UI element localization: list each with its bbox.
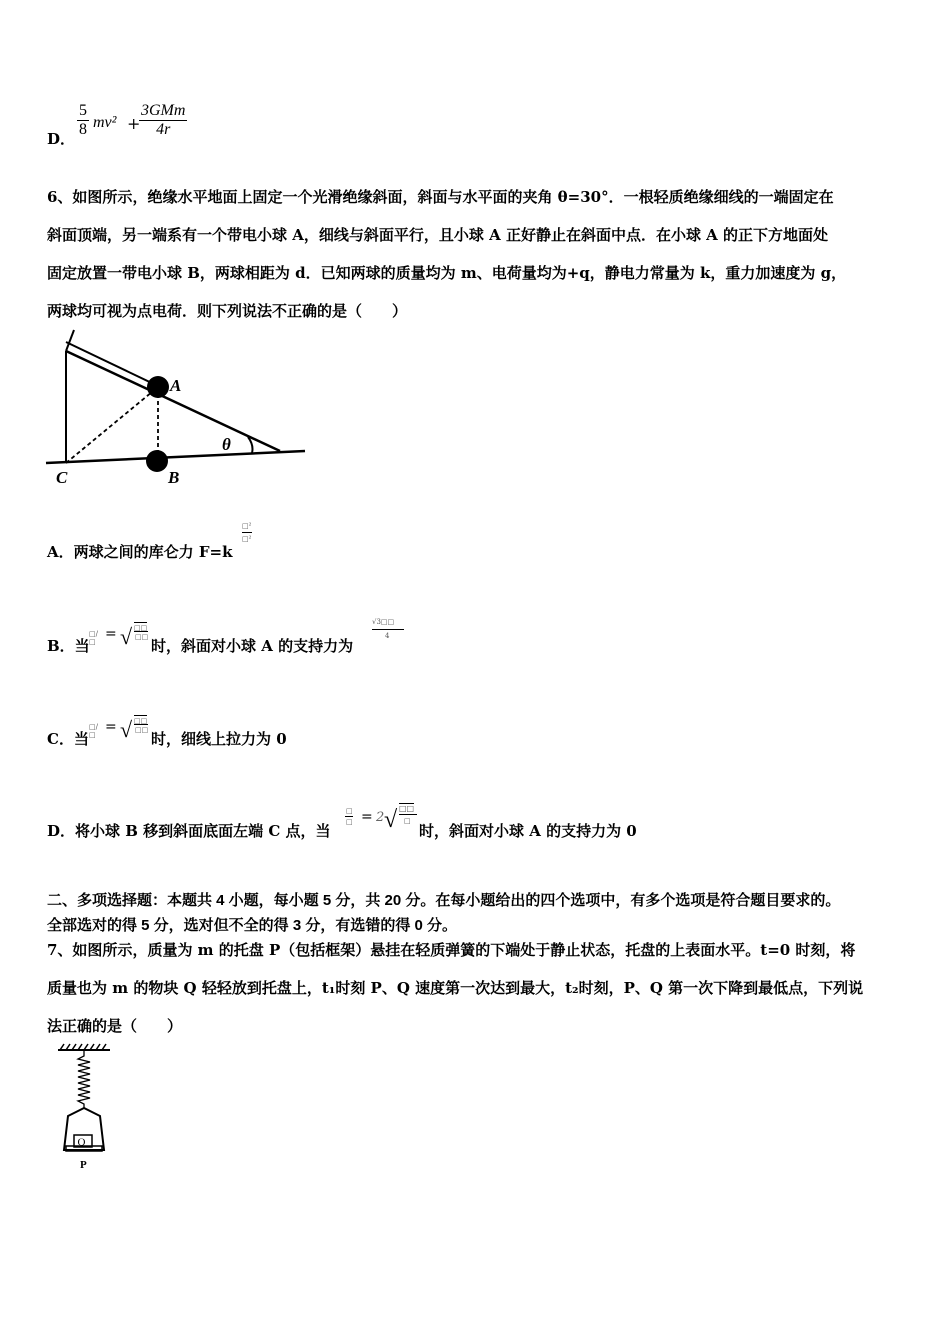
section2-line-2: 全部选对的得 5 分，选对但不全的得 3 分，有选错的得 0 分。 (47, 917, 458, 934)
q7-figure (50, 1040, 120, 1175)
q6-option-b-ans-num: √3□□ (372, 618, 395, 626)
q6-option-b-sqrt-num: □□ (134, 624, 148, 632)
q6-line-4: 两球均可视为点电荷．则下列说法不正确的是（ ） (47, 302, 408, 320)
q6-option-c-sqrt-den: □□ (135, 726, 149, 734)
q6-option-c-sqrt-bar (134, 724, 148, 725)
q6-option-b-mid: 时，斜面对小球 A 的支持力为 (151, 637, 354, 655)
q6-option-d (47, 797, 667, 842)
q6-option-a-sub: □² (242, 535, 252, 543)
q6-option-a-sup: □² (242, 522, 252, 530)
section2-line-1: 二、多项选择题：本题共 4 小题，每小题 5 分，共 20 分。在每小题给出的四个选项中，有多个选项是符合题目要求的。 (47, 892, 841, 909)
q6-option-b-prefix: B．当 (47, 637, 90, 655)
incline-top-edge (66, 330, 74, 351)
q6-option-a-bar (242, 532, 252, 533)
q6-option-b-radical: √ (120, 624, 133, 649)
q6-option-d-coef: 2 (376, 810, 385, 825)
q6-line-1: 6、如图所示，绝缘水平地面上固定一个光滑绝缘斜面，斜面与水平面的夹角 θ=30°．一根轻质绝缘细线的一端固定在 (47, 188, 834, 206)
q6-option-c-sqrt-num: □□ (134, 717, 148, 725)
q6-option-c-suffix: 时，细线上拉力为 0 (151, 730, 287, 748)
ball-a (147, 376, 169, 398)
theta-arc (248, 437, 253, 453)
q5-term1: mv² (93, 114, 117, 131)
q6-option-d-suffix: 时，斜面对小球 A 的支持力为 0 (419, 822, 637, 840)
q6-option-d-radical: √ (384, 807, 398, 833)
q5-frac1: $\frac{5}{8}$ (79, 102, 87, 138)
label-p: P (80, 1159, 87, 1171)
q6-option-b-ans-bar (372, 629, 404, 630)
q6-option-b-ans-den: 4 (385, 632, 390, 640)
q6-option-c-radical: √ (120, 717, 133, 742)
q6-option-d-prefix: D．将小球 B 移到斜面底面左端 C 点，当 (47, 822, 331, 840)
q6-option-d-frac-num: □ (346, 807, 353, 815)
label-q: Q (77, 1136, 86, 1149)
q6-option-b (47, 612, 467, 657)
q7-line-2: 质量也为 m 的物块 Q 轻轻放到托盘上，t₁时刻 P、Q 速度第一次达到最大，t₂时刻，P、Q 第一次下降到最低点，下列说 (47, 979, 864, 997)
q6-option-b-eq: = (105, 626, 117, 642)
q6-option-c-eq: = (105, 719, 117, 735)
q7-line-3: 法正确的是（ ） (47, 1017, 183, 1035)
label-c: C (56, 468, 68, 487)
q6-option-d-frac-bar (345, 816, 353, 817)
q6-option-c-frac: □/□ (89, 723, 98, 739)
q6-option-d-frac-den: □ (346, 818, 353, 826)
q6-option-d-sqrt-den: □ (404, 817, 411, 825)
q6-option-c (47, 705, 347, 750)
q5-option-d-label: D． (47, 130, 76, 148)
q6-option-d-eq: = (361, 809, 373, 825)
q6-option-a (47, 520, 347, 560)
q7-line-1: 7、如图所示，质量为 m 的托盘 P（包括框架）悬挂在轻质弹簧的下端处于静止状态，托盘的上表面水平。t=0 时刻，将 (47, 941, 856, 959)
dashed-ac (66, 387, 158, 463)
spring (78, 1050, 90, 1108)
label-theta: θ (222, 435, 231, 454)
q5-frac2: 3GMm 4r (141, 102, 186, 138)
q6-option-c-prefix: C．当 (47, 730, 89, 748)
incline-slope (66, 351, 280, 451)
q6-option-b-sqrt-den: □□ (135, 633, 149, 641)
q6-option-d-sqrt-num: □□ (399, 804, 415, 813)
q6-line-2: 斜面顶端，另一端系有一个带电小球 A，细线与斜面平行，且小球 A 正好静止在斜面中点．在小球 A 的正下方地面处 (47, 226, 829, 244)
label-b: B (168, 468, 180, 487)
thread-line (66, 342, 158, 386)
q6-option-b-sqrt-bar (134, 631, 148, 632)
q5-plus: + (127, 114, 141, 133)
q6-option-a-text: A．两球之间的库仑力 F=k (47, 543, 233, 561)
q6-figure (40, 325, 315, 490)
label-a: A (170, 376, 182, 395)
q6-option-d-sqrt-bar (399, 814, 417, 815)
ball-b (146, 450, 168, 472)
ground-line (46, 451, 305, 463)
q6-option-b-frac: □/□ (89, 630, 98, 646)
q5-option-d (47, 100, 247, 150)
q6-line-3: 固定放置一带电小球 B，两球相距为 d．已知两球的质量均为 m、电荷量均为+q，静电力常量为 k，重力加速度为 g， (47, 264, 847, 282)
